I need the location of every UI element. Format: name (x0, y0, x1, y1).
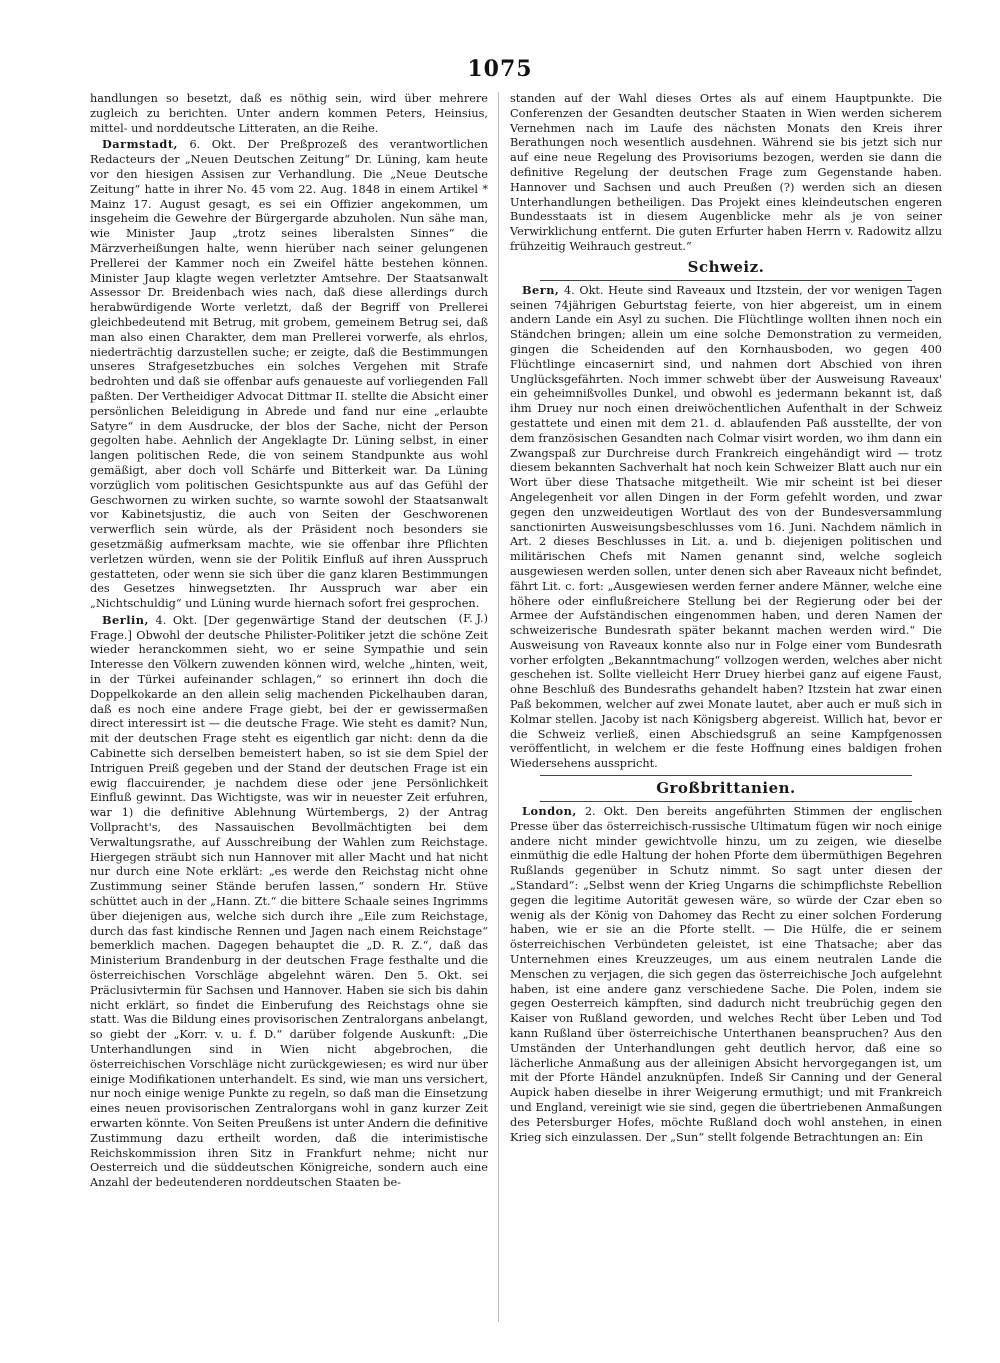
section-rule (540, 775, 912, 776)
page-number: 1075 (467, 56, 533, 82)
column-divider (498, 92, 499, 1322)
article-paragraph (90, 613, 488, 1191)
section-heading-schweiz: Schweiz. (687, 257, 765, 276)
left-column (90, 92, 488, 1342)
dateline: Berlin, (102, 612, 149, 627)
paragraph-text: 2. Okt. Den bereits angeführten Stimmen der englischen Presse über das österreichisch-russische Ultimatum fügen wir noch einige andere nicht minder gewichtvolle hinzu, um zu zeigen, wie dieselbe einmüthig die edle Haltung der hohen Pforte dem übermüthigen Begehren Rußlands gegenüber in Schutz nimmt. So sagt unter diesen der „Standard“: „Selbst wenn der Krieg Ungarns die schimpflichste Rebellion gegen die legitime Autorität gewesen wäre, so würde der Czar eben so wenig als der König von Dahomey das Recht zu einer solchen Forderung haben, wie er sie an die Pforte stellt. — Die Hülfe, die er seinem österreichischen Verbündeten geleistet, ist eine Thatsache; aber das Unternehmen eines Kreuzzeuges, um aus einem neutralen Lande die Menschen zu verjagen, die sich gegen das österreichische Joch aufgelehnt haben, ist eine andere ganz verschiedene Sache. Die Polen, indem sie gegen Oesterreich kämpften, sind dadurch nicht treubrüchig gegen den Kaiser von Rußland geworden, und welches Recht über Leben und Tod kann Rußland über österreichische Unterthanen beanspruchen? Aus den Umständen der Unterhandlungen geht deutlich hervor, daß eine so lächerliche Anmaßung aus der alleinigen Absicht hervorgegangen ist, um mit der Pforte Händel anzuknüpfen. Indeß Sir Canning und der General Aupick haben dieselbe in ihrer Weigerung ermuthigt; und mit Frankreich und England, vereinigt wie sie sind, gegen die übertriebenen Anmaßungen des Petersburger Hofes, möchte Rußland doch wohl anstehen, in einen Krieg sich einzulassen. Der „Sun“ stellt folgende Betrachtungen an: Ein (510, 805, 942, 1144)
section-rule (540, 280, 912, 281)
article-paragraph (90, 92, 488, 136)
dateline: Darmstadt, (102, 137, 178, 152)
right-column (510, 92, 942, 1342)
paragraph-text: 4. Okt. [Der gegenwärtige Stand der deutschen Frage.] Obwohl der deutsche Philister-Politiker jetzt die schöne Zeit wieder heranckommen sieht, wo er seine Sympathie und sein Interesse den Völkern zuwenden können wird, welche „hinten, weit, in der Türkei aufeinander schlagen,“ so erinnert ihn doch die Doppelkokarde an den allein selig machenden Pickelhauben daran, daß es noch eine andere Frage giebt, bei der er gewissermaßen direct interessirt ist — die deutsche Frage. Wie steht es damit? Nun, mit der deutschen Frage steht es eigentlich gar nicht: denn da die Cabinette sich derselben bemeistert haben, so ist sie dem Spiel der Intriguen Preiß gegeben und der Stand der deutschen Frage ist ein ewig flaccuirender, je nachdem diese oder jene Persönlichkeit Einfluß gewinnt. Das Wichtigste, was wir in neuester Zeit erfuhren, war 1) die definitive Ablehnung Würtembergs, 2) der Antrag Vollpracht's, des Nassauischen Bevollmächtigten bei dem Verwaltungsrathe, auf Ausschreibung der Wahlen zum Reichstage. Hiergegen sträubt sich nun Hannover mit aller Macht und hat nicht nur durch eine Note erklärt: „es werde den Reichstag nicht ohne Zustimmung seiner Stände berufen lassen,“ sondern Hr. Stüve schüttet auch in der „Hann. Zt.“ die bittere Schaale seines Ingrimms über diejenigen aus, welche sich durch ihre „Eile zum Reichstage, durch das fast kindische Rennen und Jagen nach einem Reichstage“ bemerklich machen. Dagegen behauptet die „D. R. Z.“, daß das Ministerium Brandenburg in der deutschen Frage festhalte und die österreichischen Vorschläge abgelehnt wären. Den 5. Okt. sei Präclusivtermin für Sachsen und Hannover. Haben sie sich bis dahin nicht erklärt, so findet die Einberufung des Reichstags ohne sie statt. Was die Bildung eines provisorischen Zentralorgans anbelangt, so giebt der „Korr. v. u. f. D.“ darüber folgende Auskunft: „Die Unterhandlungen sind in Wien nicht abgebrochen, die österreichischen Vorschläge nicht zurückgewiesen; es wird nur über einige Modifikationen unterhandelt. Es sind, wie man uns versichert, nur noch einige wenige Punkte zu regeln, so daß man die Einsetzung eines neuen provisorischen Zentralorgans wohl in ganz kurzer Zeit erwarten könnte. Von Seiten Preußens ist unter Andern die definitive Zustimmung dazu ertheilt worden, daß die interimistische Reichskommission ihren Sitz in Frankfurt nehme; nicht nur Oesterreich und die süddeutschen Königreiche, sondern auch eine Anzahl der bedeutenderen norddeutschen Staaten be- (90, 613, 488, 1190)
article-paragraph (510, 283, 942, 772)
section-rule (540, 801, 912, 802)
correspondent-signature: (F. J.) (458, 611, 488, 625)
paragraph-text: 4. Okt. Heute sind Raveaux und Itzstein, der vor wenigen Tagen seinen 74jährigen Geburtstag feierte, von hier abgereist, um in einem andern Lande ein Asyl zu suchen. Die Flüchtlinge wollten ihnen noch ein Ständchen bringen; allein um eine solche Demonstration zu vermeiden, gingen die Scheidenden auf den Kornhausboden, wo gegen 400 Flüchtlinge eincasernirt sind, und nahmen dort Abschied von ihren Unglücksgefährten. Noch immer schwebt über der Ausweisung Raveaux' ein geheimnißvolles Dunkel, und obwohl es jedermann bekannt ist, daß ihm Druey nur noch einen dreiwöchentlichen Aufenthalt in der Schweiz gestattete und einen mit dem 21. d. ablaufenden Paß ausstellte, der von dem französischen Gesandten nach Colmar visirt worden, wo ihm dann ein Zwangspaß zur Durchreise durch Frankreich eingehändigt wird — trotz diesem bekannten Sachverhalt hat noch kein Schweizer Blatt auch nur ein Wort über diese Thatsache mitgetheilt. Wie mir scheint ist bei dieser Angelegenheit vor allen Dingen in der Form gefehlt worden, und zwar gegen den unzweideutigen Wortlaut des von der Bundesversammlung sanctionirten Ausweisungsbeschlusses vom 16. Juni. Nachdem nämlich in Art. 2 dieses Beschlusses in Lit. a. und b. diejenigen politischen und militärischen Chefs mit Namen genannt sind, welche sogleich ausgewiesen werden sollen, unter denen sich aber Raveaux nicht befindet, fährt Lit. c. fort: „Ausgewiesen werden ferner andere Männer, welche eine höhere oder einflußreichere Stellung bei der Regierung oder bei der Armee der Aufständischen eingenommen haben, und deren Namen der schweizerische Bundesrath später bekannt machen werden wird.“ Die Ausweisung von Raveaux konnte also nur in Folge einer vom Bundesrath vorher erfolgten „Bekanntmachung“ vollzogen werden, welches aber nicht geschehen ist. Sollte vielleicht Herr Druey hierbei ganz auf eigene Faust, ohne Beschluß des Bundesraths gehandelt haben? Itzstein hat zwar einen Paß bekommen, welcher auf zwei Monate lautet, aber auch er muß sich in Kolmar stellen. Jacoby ist nach Königsberg abgereist. Willich hat, bevor er die Schweiz verließ, einen Abschiedsgruß an seine Kampfgenossen veröffentlicht, in welchem er die feste Hoffnung eines baldigen frohen Wiedersehens ausspricht. (510, 283, 942, 771)
article-continuation (510, 92, 942, 255)
paragraph-text: standen auf der Wahl dieses Ortes als auf einem Hauptpunkte. Die Conferenzen der Gesandten deutscher Staaten in Wien werden sicherem Vernehmen nach im Laufe des nächsten Monats den Kreis ihrer Berathungen noch wesentlich ausdehnen. Während sie bis jetzt sich nur auf eine neue Regelung des Provisoriums bezogen, werden sie dann die definitive Regelung der deutschen Frage zum Gegenstande haben. Hannover und Sachsen und auch Preußen (?) werden sich an diesen Unterhandlungen betheiligen. Das Projekt eines kleindeutschen engeren Bundesstaats ist in diesem Augenblicke mehr als je von seiner Verwirklichung entfernt. Die guten Erfurter haben Herrn v. Radowitz allzu frühzeitig Weihrauch gestreut.“ (510, 92, 942, 253)
section-heading-grossbritannien: Großbrittanien. (656, 779, 796, 798)
dateline: London, (522, 804, 577, 819)
article-paragraph (510, 92, 942, 255)
article-bern (510, 283, 942, 772)
article-paragraph (510, 804, 942, 1145)
paragraph-text: handlungen so besetzt, daß es nöthig sein, wird über mehrere zugleich zu berichten. Unter andern kommen Peters, Heinsius, mittel- und norddeutsche Litteraten, an die Reihe. (90, 92, 488, 135)
paragraph-text: 6. Okt. Der Preßprozeß des verantwortlichen Redacteurs der „Neuen Deutschen Zeitung“ Dr. Lüning, kam heute vor den hiesigen Assisen zur Verhandlung. Die „Neue Deutsche Zeitung“ hatte in ihrer No. 45 vom 22. Aug. 1848 in einem Artikel * Mainz 17. August gesagt, es sei ein Offizier angekommen, um insgeheim die Gewehre der Bürgergarde abzuholen. Nun sähe man, wie Minister Jaup „trotz seines liberalsten Sinnes“ die Märzverheißungen halte, wenn hierüber nach seiner gelungenen Prellerei der Kammer noch ein Zweifel hätte bestehen können. Minister Jaup klagte wegen verletzter Amtsehre. Der Staatsanwalt Assessor Dr. Breidenbach wies nach, daß diese allerdings durch herabwürdigende Worte verletzt, daß der Begriff von Prellerei gleichbedeutend mit Betrug, mit grobem, gemeinem Betrug sei, daß man also einen Charakter, dem man Prellerei vorwerfe, als ehrlos, niederträchtig darzustellen suche; er zeigte, daß die Bestimmungen unseres Strafgesetzbuches ein solches Vergehen mit Strafe bedrohten und daß sie offenbar aufs genaueste auf vorliegenden Fall paßten. Der Vertheidiger Advocat Dittmar II. stellte die Absicht einer persönlichen Beleidigung in Abrede und fand nur eine „erlaubte Satyre“ in dem Ausdrucke, der blos der Sache, nicht der Person gegolten habe. Aehnlich der Angeklagte Dr. Lüning selbst, in einer langen politischen Rede, die von seinem Standpunkte aus wohl gemäßigt, aber doch voll Schärfe und Bitterkeit war. Da Lüning vorzüglich vom politischen Gesichtspunkte aus auf das Gefühl der Geschwornen zu wirken suchte, so warnte sowohl der Staatsanwalt vor Kabinetsjustiz, die auch von Seiten der Geschworenen verwerflich sein würde, als der Präsident noch besonders sie gesetzmäßig aufmerksam machte, wie sie offenbar ihre Pflichten verletzen würden, wenn sie der Politik Einfluß auf ihren Ausspruch gestatteten, oder wenn sie sich über die ganz klaren Bestimmungen des Gesetzes hinwegsetzten. Ihr Ausspruch war aber ein „Nichtschuldig“ und Lüning wurde hiernach sofort frei gesprochen. (90, 138, 488, 611)
dateline: Bern, (522, 282, 560, 297)
article-london (510, 804, 942, 1145)
